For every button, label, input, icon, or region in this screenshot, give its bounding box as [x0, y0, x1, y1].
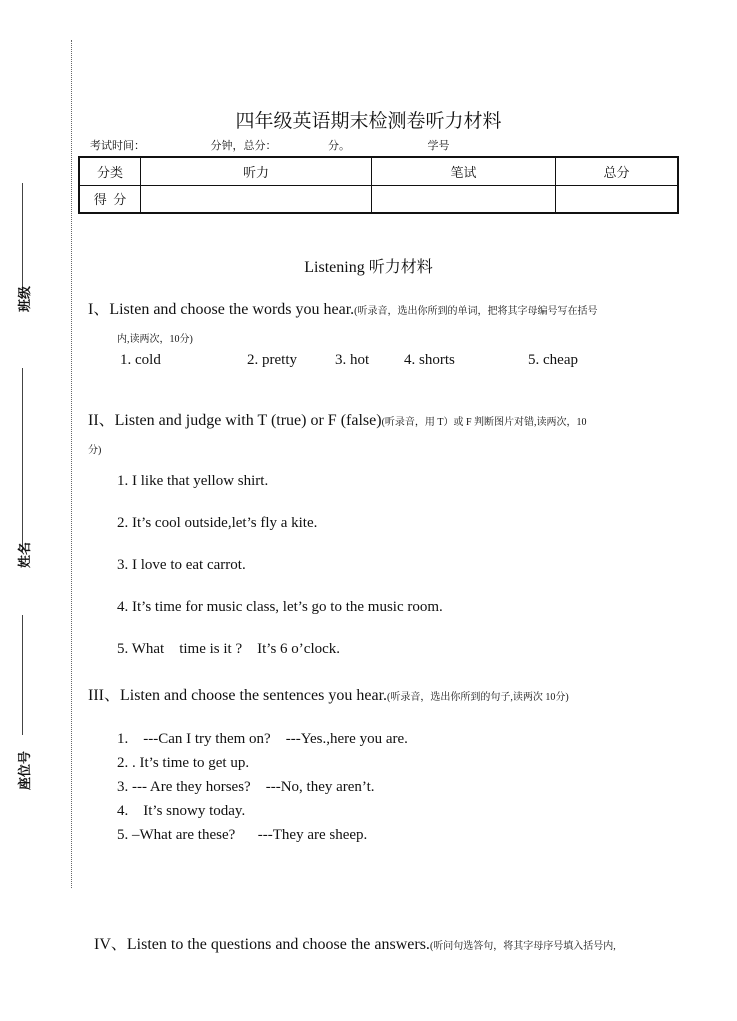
section3-item-5: 5. –What are these? ---They are sheep.: [117, 827, 368, 843]
section3-heading-text: III、Listen and choose the sentences you hear.: [88, 687, 388, 704]
section3-item-3: 3. --- Are they horses? ---No, they aren’t.: [117, 779, 375, 795]
section2-item-5: 5. What time is it ? It’s 6 o’clock.: [117, 641, 341, 657]
section4-heading: [94, 931, 616, 954]
section1-item-1: 1. cold: [120, 352, 161, 368]
section2-item-2: 2. It’s cool outside,let’s fly a kite.: [117, 515, 318, 531]
score-table-header: [79, 157, 678, 185]
seat-label: 座位号: [17, 750, 32, 790]
score-table: [78, 156, 679, 214]
section4-note: (听问句选答句，将其字母序号填入括号内,: [429, 941, 616, 952]
section1-note-a: (听录音，选出你所到的单词，把将其字母编号写在括号: [354, 306, 598, 317]
section3-note: (听录音，选出你所到的句子,读两次 10分): [387, 692, 569, 703]
name-label: 姓名: [17, 541, 32, 568]
section1-note-b: 内,读两次，10分): [117, 334, 193, 345]
exam-time-label: 考试时间：: [90, 140, 145, 152]
section4-heading-text: IV、Listen to the questions and choose the answers.: [94, 936, 430, 953]
exam-minutes-label: 分钟，总分：: [210, 140, 277, 152]
section2-item-4: 4. It’s time for music class, let’s go to the music room.: [117, 599, 443, 615]
binding-dotted-line: [71, 40, 72, 888]
section1-heading: [88, 296, 598, 319]
score-header-total: 总分: [556, 157, 679, 185]
section1-item-4: 4. shorts: [404, 352, 455, 368]
section1-heading-text: I、Listen and choose the words you hear.: [88, 301, 355, 318]
class-label: 班级: [17, 285, 32, 312]
section2-heading: [88, 407, 587, 430]
score-cell-written[interactable]: [372, 185, 556, 213]
section3-item-2: 2. . It’s time to get up.: [117, 755, 250, 771]
exam-points-label: 分。: [328, 140, 350, 152]
section1-item-2: 2. pretty: [247, 352, 297, 368]
section2-heading-text: II、Listen and judge with T (true) or F (false): [88, 412, 382, 429]
section2-item-3: 3. I love to eat carrot.: [117, 557, 246, 573]
score-header-written: 笔试: [372, 157, 556, 185]
seat-fill-line: [22, 615, 23, 735]
score-cell-total[interactable]: [556, 185, 679, 213]
section3-item-4: 4. It’s snowy today.: [117, 803, 246, 819]
name-fill-line: [22, 368, 23, 552]
section3-heading: [88, 682, 569, 705]
section2-item-1: 1. I like that yellow shirt.: [117, 473, 269, 489]
section2-note-b: 分): [88, 445, 102, 456]
section1-item-5: 5. cheap: [528, 352, 578, 368]
section1-item-3: 3. hot: [335, 352, 370, 368]
score-header-category: 分类: [79, 157, 141, 185]
student-no-label: 学号: [427, 140, 450, 152]
score-table-row: [79, 185, 678, 213]
exam-info: [90, 137, 450, 153]
class-fill-line: [22, 183, 23, 295]
section3-item-1: 1. ---Can I try them on? ---Yes.,here you are.: [117, 731, 408, 747]
score-header-listening: 听力: [141, 157, 372, 185]
page-title: 四年级英语期末检测卷听力材料: [235, 111, 502, 132]
section2-note-a: (听录音，用 T）或 F 判断图片对错,读两次，10: [381, 417, 587, 428]
score-cell-listening[interactable]: [141, 185, 372, 213]
score-row-label: 得 分: [79, 185, 141, 213]
listening-title: Listening 听力材料: [304, 259, 433, 276]
